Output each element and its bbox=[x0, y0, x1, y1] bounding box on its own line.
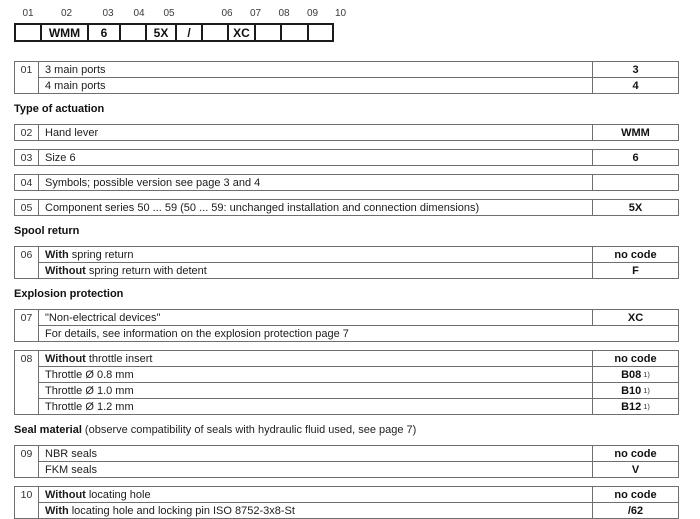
table-row bbox=[39, 446, 678, 461]
row-code bbox=[592, 383, 678, 398]
block-rows bbox=[39, 200, 678, 215]
position-label bbox=[185, 8, 213, 21]
row-description-text: spring return with detent bbox=[88, 264, 207, 277]
code-box bbox=[307, 23, 334, 42]
section-heading-rest: (observe compatibility of seals with hydraulic fluid used, see page 7) bbox=[81, 424, 417, 436]
table-block-04 bbox=[14, 174, 679, 191]
row-code-text: no code bbox=[614, 488, 657, 501]
table-block-01 bbox=[14, 61, 679, 94]
row-description bbox=[39, 383, 592, 398]
code-box bbox=[119, 23, 147, 42]
position-label: 02 bbox=[60, 8, 73, 19]
block-rows bbox=[39, 310, 678, 341]
row-description bbox=[39, 446, 592, 461]
table-row bbox=[39, 487, 678, 502]
row-description-bold: Without bbox=[45, 264, 86, 277]
row-description bbox=[39, 263, 592, 278]
table-row bbox=[39, 125, 678, 140]
row-code bbox=[592, 310, 678, 325]
position-number: 05 bbox=[15, 200, 39, 215]
table-block-07 bbox=[14, 309, 679, 342]
row-description bbox=[39, 326, 678, 341]
code-box bbox=[254, 23, 282, 42]
table-row bbox=[39, 62, 678, 77]
ordering-table bbox=[0, 61, 700, 519]
row-description-text: Hand lever bbox=[45, 126, 99, 139]
position-number: 02 bbox=[15, 125, 39, 140]
table-row bbox=[39, 502, 678, 518]
row-description-text: 3 main ports bbox=[45, 63, 106, 76]
row-code-text: no code bbox=[614, 248, 657, 261]
code-box bbox=[14, 23, 42, 42]
section-heading-bold: Type of actuation bbox=[14, 103, 105, 115]
position-number: 10 bbox=[15, 487, 39, 518]
position-label: 06 bbox=[221, 8, 233, 19]
code-box: XC bbox=[227, 23, 256, 42]
row-code-text: B10 bbox=[621, 384, 642, 397]
code-box: / bbox=[175, 23, 203, 42]
row-description-text: NBR seals bbox=[45, 447, 97, 460]
row-description-text: For details, see information on the explosion protection page 7 bbox=[45, 327, 349, 340]
position-label: 05 bbox=[163, 8, 175, 19]
row-description bbox=[39, 462, 592, 477]
section-heading-bold: Seal material bbox=[14, 424, 82, 436]
position-label: 09 bbox=[306, 8, 319, 19]
block-rows bbox=[39, 247, 678, 278]
row-code-text: B08 bbox=[621, 368, 642, 381]
row-code-text: V bbox=[631, 463, 640, 476]
row-code-text: no code bbox=[614, 352, 657, 365]
row-code bbox=[592, 62, 678, 77]
row-description-bold: With bbox=[45, 504, 69, 517]
section-heading-bold: Spool return bbox=[14, 225, 80, 237]
row-code-text: /62 bbox=[627, 504, 644, 517]
row-code-text: no code bbox=[614, 447, 657, 460]
position-number: 06 bbox=[15, 247, 39, 278]
section-heading-bold: Explosion protection bbox=[14, 288, 124, 300]
table-block-03 bbox=[14, 149, 679, 166]
table-row bbox=[39, 262, 678, 278]
row-code bbox=[592, 78, 678, 93]
row-description bbox=[39, 247, 592, 262]
position-label: 07 bbox=[249, 8, 262, 19]
position-number: 04 bbox=[15, 175, 39, 190]
row-code bbox=[592, 150, 678, 165]
block-rows bbox=[39, 150, 678, 165]
row-description bbox=[39, 78, 592, 93]
table-row bbox=[39, 351, 678, 366]
row-code bbox=[592, 263, 678, 278]
row-code-text: 6 bbox=[632, 151, 639, 164]
row-code-footnote: 1) bbox=[643, 370, 650, 379]
table-row bbox=[39, 77, 678, 93]
row-description-text: Component series 50 ... 59 (50 ... 59: unchanged installation and connection dimensions) bbox=[45, 201, 480, 214]
row-description-bold: Without bbox=[45, 352, 86, 365]
row-description-text: Throttle Ø 0.8 mm bbox=[45, 368, 134, 381]
section-heading bbox=[14, 424, 700, 437]
table-block-08 bbox=[14, 350, 679, 415]
row-description bbox=[39, 150, 592, 165]
row-description-text: "Non-electrical devices" bbox=[45, 311, 161, 324]
row-description-text: throttle insert bbox=[88, 352, 153, 365]
row-description-text: Throttle Ø 1.2 mm bbox=[45, 400, 134, 413]
row-code bbox=[592, 503, 678, 518]
position-label: 10 bbox=[334, 8, 347, 19]
row-description bbox=[39, 62, 592, 77]
row-description bbox=[39, 125, 592, 140]
row-description-text: spring return bbox=[71, 248, 134, 261]
block-rows bbox=[39, 175, 678, 190]
table-row bbox=[39, 461, 678, 477]
row-code bbox=[592, 351, 678, 366]
position-label: 01 bbox=[22, 8, 34, 19]
row-code-text: XC bbox=[627, 311, 644, 324]
row-description-text: 4 main ports bbox=[45, 79, 106, 92]
row-code bbox=[592, 487, 678, 502]
position-label: 03 bbox=[102, 8, 114, 19]
row-description bbox=[39, 310, 592, 325]
section-heading bbox=[14, 103, 700, 116]
position-label: 04 bbox=[133, 8, 145, 19]
row-description bbox=[39, 175, 592, 190]
row-code-text: B12 bbox=[621, 400, 642, 413]
row-code bbox=[592, 125, 678, 140]
row-code-text: 3 bbox=[632, 63, 639, 76]
code-box: 6 bbox=[87, 23, 121, 42]
row-description bbox=[39, 367, 592, 382]
table-block-06 bbox=[14, 246, 679, 279]
table-row bbox=[39, 366, 678, 382]
code-box bbox=[201, 23, 229, 42]
position-number: 03 bbox=[15, 150, 39, 165]
table-block-05 bbox=[14, 199, 679, 216]
row-code-text: F bbox=[632, 264, 639, 277]
block-rows bbox=[39, 62, 678, 93]
block-rows bbox=[39, 487, 678, 518]
section-heading bbox=[14, 225, 700, 238]
table-block-02 bbox=[14, 124, 679, 141]
position-number: 09 bbox=[15, 446, 39, 477]
table-block-09 bbox=[14, 445, 679, 478]
row-code bbox=[592, 462, 678, 477]
code-box: WMM bbox=[40, 23, 89, 42]
position-number: 08 bbox=[15, 351, 39, 414]
block-rows bbox=[39, 446, 678, 477]
table-row bbox=[39, 325, 678, 341]
order-code-strip bbox=[14, 8, 700, 42]
row-description-text: Size 6 bbox=[45, 151, 76, 164]
block-rows bbox=[39, 125, 678, 140]
position-number: 01 bbox=[15, 62, 39, 93]
row-description bbox=[39, 487, 592, 502]
row-description-text: locating hole bbox=[88, 488, 151, 501]
row-description-bold: With bbox=[45, 248, 69, 261]
block-rows bbox=[39, 351, 678, 414]
row-code bbox=[592, 399, 678, 414]
order-code-boxes bbox=[14, 23, 700, 42]
row-code bbox=[592, 367, 678, 382]
row-description bbox=[39, 399, 592, 414]
code-box: 5X bbox=[145, 23, 177, 42]
row-description bbox=[39, 503, 592, 518]
table-row bbox=[39, 150, 678, 165]
row-code-text: 4 bbox=[632, 79, 639, 92]
datasheet-page bbox=[0, 8, 700, 516]
table-row bbox=[39, 382, 678, 398]
row-description-text: Symbols; possible version see page 3 and 4 bbox=[45, 176, 261, 189]
table-row bbox=[39, 310, 678, 325]
row-code-text: 5X bbox=[628, 201, 643, 214]
row-description-text: Throttle Ø 1.0 mm bbox=[45, 384, 134, 397]
table-row bbox=[39, 398, 678, 414]
row-code-footnote: 1) bbox=[643, 402, 650, 411]
row-description bbox=[39, 200, 592, 215]
code-box bbox=[280, 23, 309, 42]
row-code bbox=[592, 446, 678, 461]
position-label: 08 bbox=[278, 8, 290, 19]
row-code bbox=[592, 200, 678, 215]
table-row bbox=[39, 247, 678, 262]
position-number: 07 bbox=[15, 310, 39, 341]
table-row bbox=[39, 200, 678, 215]
row-code bbox=[592, 175, 678, 190]
row-description-text: FKM seals bbox=[45, 463, 97, 476]
row-code-footnote: 1) bbox=[643, 386, 650, 395]
section-heading bbox=[14, 288, 700, 301]
row-code-text: WMM bbox=[621, 126, 650, 139]
row-description-text: locating hole and locking pin ISO 8752-3x8-St bbox=[71, 504, 295, 517]
row-code bbox=[592, 247, 678, 262]
order-code-position-labels bbox=[14, 8, 700, 21]
table-row bbox=[39, 175, 678, 190]
table-block-10 bbox=[14, 486, 679, 519]
row-description-bold: Without bbox=[45, 488, 86, 501]
row-description bbox=[39, 351, 592, 366]
